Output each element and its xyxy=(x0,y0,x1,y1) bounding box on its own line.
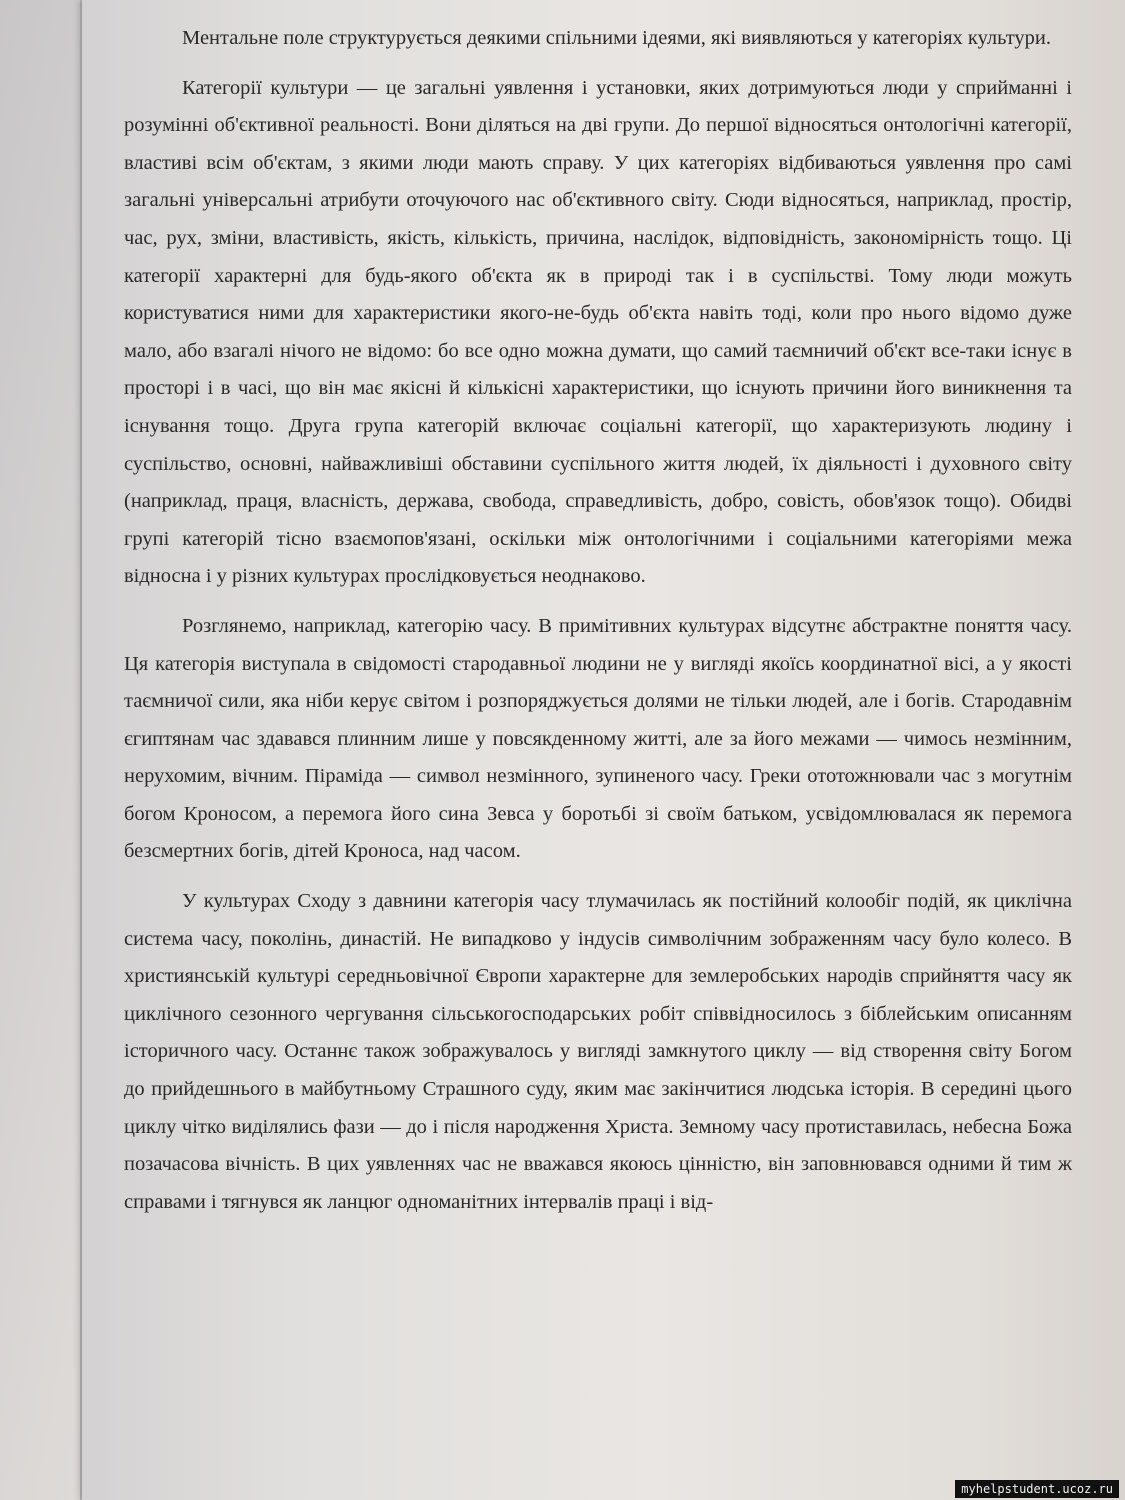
document-body xyxy=(124,20,1072,1221)
paragraph-1: Ментальне поле структурується деякими спільними ідеями, які виявляються у категоріях культури. xyxy=(182,27,1052,49)
paragraph-3: Розглянемо, наприклад, категорію часу. В примітивних культурах відсутнє абстрактне поняття часу. Ця категорія виступала в свідомості стародавньої людини не у вигляді якоїсь координатної вісі, а у якості таємничої сили, яка ніби керує світом і розпоряджується долями не тільки людей, але і богів. Стародавнім єгиптянам час здавався плинним лише у повсякденному житті, але за його межами — чимось незмінним, нерухомим, вічним. Піраміда — символ незмінного, зупиненого часу. Греки ототожнювали час з могутнім богом Кроносом, а перемога його сина Зевса у боротьбі зі своїм батьком, усвідомлювалася як перемога безсмертних богів, дітей Кроноса, над часом. xyxy=(124,614,1072,863)
paragraph-2: Категорії культури — це загальні уявлення і установки, яких дотримуються люди у сприйманні і розумінні об'єктивної реальності. Вони діляться на дві групи. До першої відносяться онтологічні категорії, властиві всім об'єктам, з якими люди мають справу. У цих категоріях відбиваються уявлення про самі загальні універсальні атрибути оточуючого нас об'єктивного світу. Сюди відносяться, наприклад, простір, час, рух, зміни, властивість, якість, кількість, причина, наслідок, відповідність, закономірність тощо. Ці категорії характерні для будь-якого об'єкта як в природі так і в суспільстві. Тому люди можуть користуватися ними для характеристики якого-не-будь об'єкта навіть тоді, коли про нього відомо дуже мало, або взагалі нічого не відомо: бо все одно можна думати, що самий таємничий об'єкт все-таки існує в просторі і в часі, що він має якісні й кількісні характеристики, що існують причини його виникнення та існування тощо. Друга група категорій включає соціальні категорії, що характеризують людину і суспільство, основні, найважливіші обставини суспільного життя людей, їх діяльності і духовного світу (наприклад, праця, власність, держава, свобода, справедливість, добро, совість, обов'язок тощо). Обидві групі категорій тісно взаємопов'язані, оскільки між онтологічними і соціальними категоріями межа відносна і у різних культурах прослідковується неоднаково. xyxy=(124,76,1072,588)
site-watermark: myhelpstudent.ucoz.ru xyxy=(955,1480,1119,1498)
paragraph-4: У культурах Сходу з давнини категорія часу тлумачилась як постійний колообіг подій, як циклічна система часу, поколінь, династій. Не випадково у індусів символічним зображенням часу було колесо. В християнській культурі середньовічної Європи характерне для землеробських народів сприйняття часу як циклічного сезонного чергування сільськогосподарських робіт співвідносилось з біблейським описанням історичного часу. Останнє також зображувалось у вигляді замкнутого циклу — від створення світу Богом до прийдешнього в майбутньому Страшного суду, яким має закінчитися людська історія. В середині цього циклу чітко виділялись фази — до і після народження Христа. Земному часу протиставилась, небесна Божа позачасова вічність. В цих уявленнях час не вважався якоюсь цінністю, він заповнювався одними й тим ж справами і тягнувся як ланцюг одноманітних інтервалів праці і від- xyxy=(124,890,1072,1213)
